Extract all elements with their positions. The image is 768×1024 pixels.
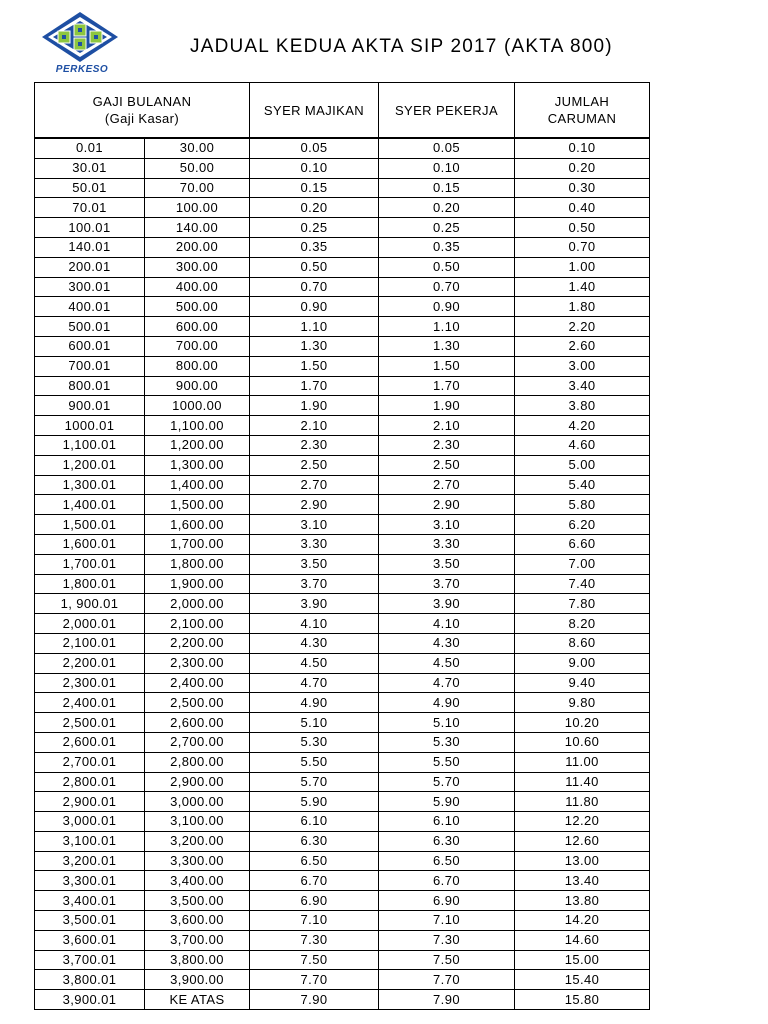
table-row — [35, 772, 650, 792]
table-row — [35, 732, 650, 752]
wage-to-cell: 2,400.00 — [145, 673, 250, 693]
employee-share-cell: 3.50 — [379, 554, 515, 574]
wage-from-cell: 1,200.01 — [35, 455, 145, 475]
total-contribution-cell: 10.60 — [515, 732, 650, 752]
employer-share-cell: 6.30 — [250, 831, 379, 851]
employer-share-cell: 3.30 — [250, 534, 379, 554]
employer-share-cell: 6.90 — [250, 891, 379, 911]
wage-from-cell: 2,600.01 — [35, 732, 145, 752]
employee-share-cell: 4.50 — [379, 653, 515, 673]
wage-from-cell: 1, 900.01 — [35, 594, 145, 614]
wage-from-cell: 3,100.01 — [35, 831, 145, 851]
employer-share-cell: 5.30 — [250, 732, 379, 752]
table-row — [35, 237, 650, 257]
total-contribution-cell: 7.40 — [515, 574, 650, 594]
wage-to-cell: 1,300.00 — [145, 455, 250, 475]
employee-share-cell: 5.50 — [379, 752, 515, 772]
wage-to-cell: 2,000.00 — [145, 594, 250, 614]
wage-from-cell: 2,300.01 — [35, 673, 145, 693]
wage-to-cell: 3,200.00 — [145, 831, 250, 851]
total-contribution-cell: 10.20 — [515, 713, 650, 733]
employee-share-cell: 5.10 — [379, 713, 515, 733]
wage-from-cell: 100.01 — [35, 218, 145, 238]
employee-share-cell: 0.90 — [379, 297, 515, 317]
wage-from-cell: 500.01 — [35, 317, 145, 337]
wage-from-cell: 1,300.01 — [35, 475, 145, 495]
total-contribution-cell: 3.40 — [515, 376, 650, 396]
employer-share-cell: 7.50 — [250, 950, 379, 970]
total-contribution-cell: 0.70 — [515, 237, 650, 257]
table-row — [35, 475, 650, 495]
employee-share-cell: 4.70 — [379, 673, 515, 693]
employee-share-cell: 1.90 — [379, 396, 515, 416]
wage-to-cell: 3,400.00 — [145, 871, 250, 891]
employer-share-cell: 6.70 — [250, 871, 379, 891]
employer-share-cell: 1.30 — [250, 336, 379, 356]
total-contribution-cell: 0.10 — [515, 138, 650, 158]
wage-to-cell: 400.00 — [145, 277, 250, 297]
employer-share-cell: 4.50 — [250, 653, 379, 673]
employee-share-cell: 0.25 — [379, 218, 515, 238]
employer-share-cell: 4.70 — [250, 673, 379, 693]
wage-to-cell: 1,900.00 — [145, 574, 250, 594]
table-row — [35, 831, 650, 851]
employer-share-cell: 7.90 — [250, 990, 379, 1010]
total-contribution-cell: 9.80 — [515, 693, 650, 713]
wage-to-cell: 2,600.00 — [145, 713, 250, 733]
wage-from-cell: 800.01 — [35, 376, 145, 396]
employer-share-cell: 5.90 — [250, 792, 379, 812]
table-row — [35, 693, 650, 713]
employee-share-cell: 1.50 — [379, 356, 515, 376]
employer-share-cell: 7.70 — [250, 970, 379, 990]
employer-share-cell: 2.30 — [250, 435, 379, 455]
wage-from-cell: 3,500.01 — [35, 911, 145, 931]
wage-to-cell: 3,300.00 — [145, 851, 250, 871]
wage-from-cell: 140.01 — [35, 237, 145, 257]
table-row — [35, 534, 650, 554]
wage-from-cell: 3,600.01 — [35, 930, 145, 950]
table-row — [35, 752, 650, 772]
wage-from-cell: 2,100.01 — [35, 633, 145, 653]
employer-share-cell: 0.10 — [250, 158, 379, 178]
wage-from-cell: 1,800.01 — [35, 574, 145, 594]
wage-to-cell: 1,100.00 — [145, 416, 250, 436]
table-row — [35, 851, 650, 871]
table-row — [35, 297, 650, 317]
header-gross-wage-label: (Gaji Kasar) — [104, 111, 180, 126]
employee-share-cell: 4.10 — [379, 614, 515, 634]
table-row — [35, 138, 650, 158]
total-contribution-cell: 5.80 — [515, 495, 650, 515]
table-row — [35, 455, 650, 475]
employer-share-cell: 0.35 — [250, 237, 379, 257]
table-row — [35, 515, 650, 535]
employee-share-cell: 3.30 — [379, 534, 515, 554]
employee-share-cell: 6.30 — [379, 831, 515, 851]
wage-to-cell: 1,400.00 — [145, 475, 250, 495]
total-contribution-cell: 8.60 — [515, 633, 650, 653]
wage-to-cell: 2,300.00 — [145, 653, 250, 673]
total-contribution-cell: 2.20 — [515, 317, 650, 337]
wage-from-cell: 1,500.01 — [35, 515, 145, 535]
employer-share-cell: 0.25 — [250, 218, 379, 238]
wage-from-cell: 900.01 — [35, 396, 145, 416]
table-row — [35, 673, 650, 693]
total-contribution-cell: 3.80 — [515, 396, 650, 416]
contribution-table — [34, 82, 650, 1010]
wage-to-cell: 700.00 — [145, 336, 250, 356]
wage-from-cell: 3,000.01 — [35, 812, 145, 832]
total-contribution-cell: 9.40 — [515, 673, 650, 693]
table-row — [35, 277, 650, 297]
total-contribution-cell: 6.20 — [515, 515, 650, 535]
employer-share-cell: 2.90 — [250, 495, 379, 515]
total-contribution-cell: 5.40 — [515, 475, 650, 495]
total-contribution-cell: 1.80 — [515, 297, 650, 317]
wage-from-cell: 1,100.01 — [35, 435, 145, 455]
employee-share-cell: 2.30 — [379, 435, 515, 455]
employer-share-cell: 7.30 — [250, 930, 379, 950]
wage-to-cell: KE ATAS — [145, 990, 250, 1010]
wage-to-cell: 3,800.00 — [145, 950, 250, 970]
employee-share-cell: 7.50 — [379, 950, 515, 970]
wage-from-cell: 3,900.01 — [35, 990, 145, 1010]
wage-from-cell: 2,900.01 — [35, 792, 145, 812]
total-contribution-cell: 13.00 — [515, 851, 650, 871]
employer-share-cell: 4.90 — [250, 693, 379, 713]
wage-from-cell: 3,800.01 — [35, 970, 145, 990]
header-total-contribution — [515, 83, 650, 139]
total-contribution-cell: 0.20 — [515, 158, 650, 178]
wage-from-cell: 1,400.01 — [35, 495, 145, 515]
employer-share-cell: 1.10 — [250, 317, 379, 337]
table-row — [35, 178, 650, 198]
employee-share-cell: 7.30 — [379, 930, 515, 950]
total-contribution-cell: 4.20 — [515, 416, 650, 436]
wage-from-cell: 3,700.01 — [35, 950, 145, 970]
total-contribution-cell: 11.40 — [515, 772, 650, 792]
total-contribution-cell: 0.40 — [515, 198, 650, 218]
total-contribution-cell: 12.20 — [515, 812, 650, 832]
employee-share-cell: 5.30 — [379, 732, 515, 752]
wage-from-cell: 70.01 — [35, 198, 145, 218]
header-employee-share: SYER PEKERJA — [379, 83, 515, 139]
page-title: JADUAL KEDUA AKTA SIP 2017 (AKTA 800) — [190, 36, 613, 57]
wage-to-cell: 50.00 — [145, 158, 250, 178]
wage-to-cell: 140.00 — [145, 218, 250, 238]
employer-share-cell: 1.50 — [250, 356, 379, 376]
table-row — [35, 990, 650, 1010]
employee-share-cell: 2.10 — [379, 416, 515, 436]
employee-share-cell: 6.10 — [379, 812, 515, 832]
table-header-row — [35, 83, 650, 139]
wage-to-cell: 1000.00 — [145, 396, 250, 416]
wage-to-cell: 1,600.00 — [145, 515, 250, 535]
employee-share-cell: 2.50 — [379, 455, 515, 475]
wage-to-cell: 1,800.00 — [145, 554, 250, 574]
wage-from-cell: 1,600.01 — [35, 534, 145, 554]
employee-share-cell: 1.30 — [379, 336, 515, 356]
wage-to-cell: 3,100.00 — [145, 812, 250, 832]
wage-from-cell: 1,700.01 — [35, 554, 145, 574]
employee-share-cell: 1.70 — [379, 376, 515, 396]
table-row — [35, 812, 650, 832]
wage-to-cell: 200.00 — [145, 237, 250, 257]
table-row — [35, 594, 650, 614]
wage-to-cell: 2,200.00 — [145, 633, 250, 653]
employer-share-cell: 4.30 — [250, 633, 379, 653]
employer-share-cell: 0.90 — [250, 297, 379, 317]
total-contribution-cell: 2.60 — [515, 336, 650, 356]
wage-to-cell: 2,700.00 — [145, 732, 250, 752]
employee-share-cell: 7.10 — [379, 911, 515, 931]
table-row — [35, 633, 650, 653]
total-contribution-cell: 14.20 — [515, 911, 650, 931]
table-row — [35, 554, 650, 574]
table-row — [35, 653, 650, 673]
wage-from-cell: 200.01 — [35, 257, 145, 277]
wage-from-cell: 300.01 — [35, 277, 145, 297]
employer-share-cell: 3.90 — [250, 594, 379, 614]
wage-to-cell: 30.00 — [145, 138, 250, 158]
employer-share-cell: 0.50 — [250, 257, 379, 277]
employee-share-cell: 0.35 — [379, 237, 515, 257]
total-contribution-cell: 12.60 — [515, 831, 650, 851]
total-contribution-cell: 4.60 — [515, 435, 650, 455]
total-contribution-cell: 0.50 — [515, 218, 650, 238]
wage-from-cell: 2,200.01 — [35, 653, 145, 673]
wage-from-cell: 3,400.01 — [35, 891, 145, 911]
total-contribution-cell: 14.60 — [515, 930, 650, 950]
table-row — [35, 198, 650, 218]
wage-from-cell: 1000.01 — [35, 416, 145, 436]
employee-share-cell: 6.90 — [379, 891, 515, 911]
employer-share-cell: 0.05 — [250, 138, 379, 158]
wage-to-cell: 500.00 — [145, 297, 250, 317]
employee-share-cell: 2.70 — [379, 475, 515, 495]
table-row — [35, 891, 650, 911]
table-row — [35, 970, 650, 990]
employee-share-cell: 3.70 — [379, 574, 515, 594]
table-row — [35, 792, 650, 812]
employee-share-cell: 3.90 — [379, 594, 515, 614]
total-contribution-cell: 9.00 — [515, 653, 650, 673]
wage-from-cell: 2,800.01 — [35, 772, 145, 792]
table-row — [35, 574, 650, 594]
total-contribution-cell: 11.00 — [515, 752, 650, 772]
table-row — [35, 435, 650, 455]
wage-from-cell: 2,500.01 — [35, 713, 145, 733]
wage-to-cell: 70.00 — [145, 178, 250, 198]
wage-to-cell: 2,500.00 — [145, 693, 250, 713]
table-row — [35, 416, 650, 436]
table-row — [35, 356, 650, 376]
perkeso-logo — [40, 10, 120, 76]
header-employer-share: SYER MAJIKAN — [250, 83, 379, 139]
employee-share-cell: 1.10 — [379, 317, 515, 337]
employee-share-cell: 4.30 — [379, 633, 515, 653]
wage-to-cell: 800.00 — [145, 356, 250, 376]
employee-share-cell: 0.10 — [379, 158, 515, 178]
employee-share-cell: 0.50 — [379, 257, 515, 277]
employee-share-cell: 0.70 — [379, 277, 515, 297]
employee-share-cell: 7.70 — [379, 970, 515, 990]
employer-share-cell: 0.15 — [250, 178, 379, 198]
employer-share-cell: 4.10 — [250, 614, 379, 634]
table-row — [35, 376, 650, 396]
total-contribution-cell: 15.40 — [515, 970, 650, 990]
wage-from-cell: 400.01 — [35, 297, 145, 317]
total-contribution-cell: 1.40 — [515, 277, 650, 297]
employer-share-cell: 6.10 — [250, 812, 379, 832]
wage-from-cell: 3,200.01 — [35, 851, 145, 871]
table-row — [35, 495, 650, 515]
table-row — [35, 911, 650, 931]
employee-share-cell: 5.70 — [379, 772, 515, 792]
table-row — [35, 396, 650, 416]
wage-to-cell: 1,200.00 — [145, 435, 250, 455]
wage-to-cell: 3,500.00 — [145, 891, 250, 911]
employer-share-cell: 0.70 — [250, 277, 379, 297]
wage-to-cell: 300.00 — [145, 257, 250, 277]
wage-to-cell: 3,600.00 — [145, 911, 250, 931]
employer-share-cell: 5.70 — [250, 772, 379, 792]
header-total-line1: JUMLAH — [554, 94, 610, 109]
total-contribution-cell: 13.40 — [515, 871, 650, 891]
total-contribution-cell: 11.80 — [515, 792, 650, 812]
wage-to-cell: 1,700.00 — [145, 534, 250, 554]
employer-share-cell: 1.90 — [250, 396, 379, 416]
employee-share-cell: 6.50 — [379, 851, 515, 871]
header-total-line2: CARUMAN — [547, 111, 617, 126]
wage-from-cell: 600.01 — [35, 336, 145, 356]
employee-share-cell: 2.90 — [379, 495, 515, 515]
wage-to-cell: 900.00 — [145, 376, 250, 396]
wage-to-cell: 3,700.00 — [145, 930, 250, 950]
header-monthly-wage — [35, 83, 250, 139]
wage-to-cell: 2,900.00 — [145, 772, 250, 792]
employer-share-cell: 5.50 — [250, 752, 379, 772]
employee-share-cell: 7.90 — [379, 990, 515, 1010]
total-contribution-cell: 7.80 — [515, 594, 650, 614]
employer-share-cell: 2.70 — [250, 475, 379, 495]
wage-to-cell: 2,100.00 — [145, 614, 250, 634]
wage-from-cell: 2,700.01 — [35, 752, 145, 772]
table-row — [35, 218, 650, 238]
wage-from-cell: 2,400.01 — [35, 693, 145, 713]
wage-to-cell: 2,800.00 — [145, 752, 250, 772]
employee-share-cell: 0.20 — [379, 198, 515, 218]
employee-share-cell: 3.10 — [379, 515, 515, 535]
total-contribution-cell: 15.00 — [515, 950, 650, 970]
table-row — [35, 713, 650, 733]
logo-wordmark: PERKESO — [55, 64, 109, 75]
wage-from-cell: 0.01 — [35, 138, 145, 158]
table-row — [35, 257, 650, 277]
employer-share-cell: 0.20 — [250, 198, 379, 218]
employer-share-cell: 3.50 — [250, 554, 379, 574]
employer-share-cell: 3.70 — [250, 574, 379, 594]
employer-share-cell: 2.50 — [250, 455, 379, 475]
wage-from-cell: 700.01 — [35, 356, 145, 376]
table-row — [35, 158, 650, 178]
header-monthly-wage-label: GAJI BULANAN — [92, 94, 192, 109]
employer-share-cell: 2.10 — [250, 416, 379, 436]
table-row — [35, 317, 650, 337]
wage-from-cell: 2,000.01 — [35, 614, 145, 634]
total-contribution-cell: 13.80 — [515, 891, 650, 911]
employee-share-cell: 5.90 — [379, 792, 515, 812]
table-row — [35, 950, 650, 970]
employee-share-cell: 6.70 — [379, 871, 515, 891]
total-contribution-cell: 8.20 — [515, 614, 650, 634]
table-row — [35, 336, 650, 356]
total-contribution-cell: 6.60 — [515, 534, 650, 554]
employer-share-cell: 5.10 — [250, 713, 379, 733]
employer-share-cell: 3.10 — [250, 515, 379, 535]
total-contribution-cell: 7.00 — [515, 554, 650, 574]
employer-share-cell: 1.70 — [250, 376, 379, 396]
wage-from-cell: 30.01 — [35, 158, 145, 178]
wage-to-cell: 1,500.00 — [145, 495, 250, 515]
wage-to-cell: 600.00 — [145, 317, 250, 337]
total-contribution-cell: 5.00 — [515, 455, 650, 475]
wage-from-cell: 3,300.01 — [35, 871, 145, 891]
total-contribution-cell: 15.80 — [515, 990, 650, 1010]
wage-to-cell: 3,900.00 — [145, 970, 250, 990]
employer-share-cell: 7.10 — [250, 911, 379, 931]
total-contribution-cell: 0.30 — [515, 178, 650, 198]
employer-share-cell: 6.50 — [250, 851, 379, 871]
wage-from-cell: 50.01 — [35, 178, 145, 198]
table-row — [35, 930, 650, 950]
table-row — [35, 871, 650, 891]
total-contribution-cell: 3.00 — [515, 356, 650, 376]
employee-share-cell: 4.90 — [379, 693, 515, 713]
perkeso-emblem-icon — [40, 10, 120, 64]
total-contribution-cell: 1.00 — [515, 257, 650, 277]
wage-to-cell: 3,000.00 — [145, 792, 250, 812]
employee-share-cell: 0.05 — [379, 138, 515, 158]
table-row — [35, 614, 650, 634]
employee-share-cell: 0.15 — [379, 178, 515, 198]
wage-to-cell: 100.00 — [145, 198, 250, 218]
